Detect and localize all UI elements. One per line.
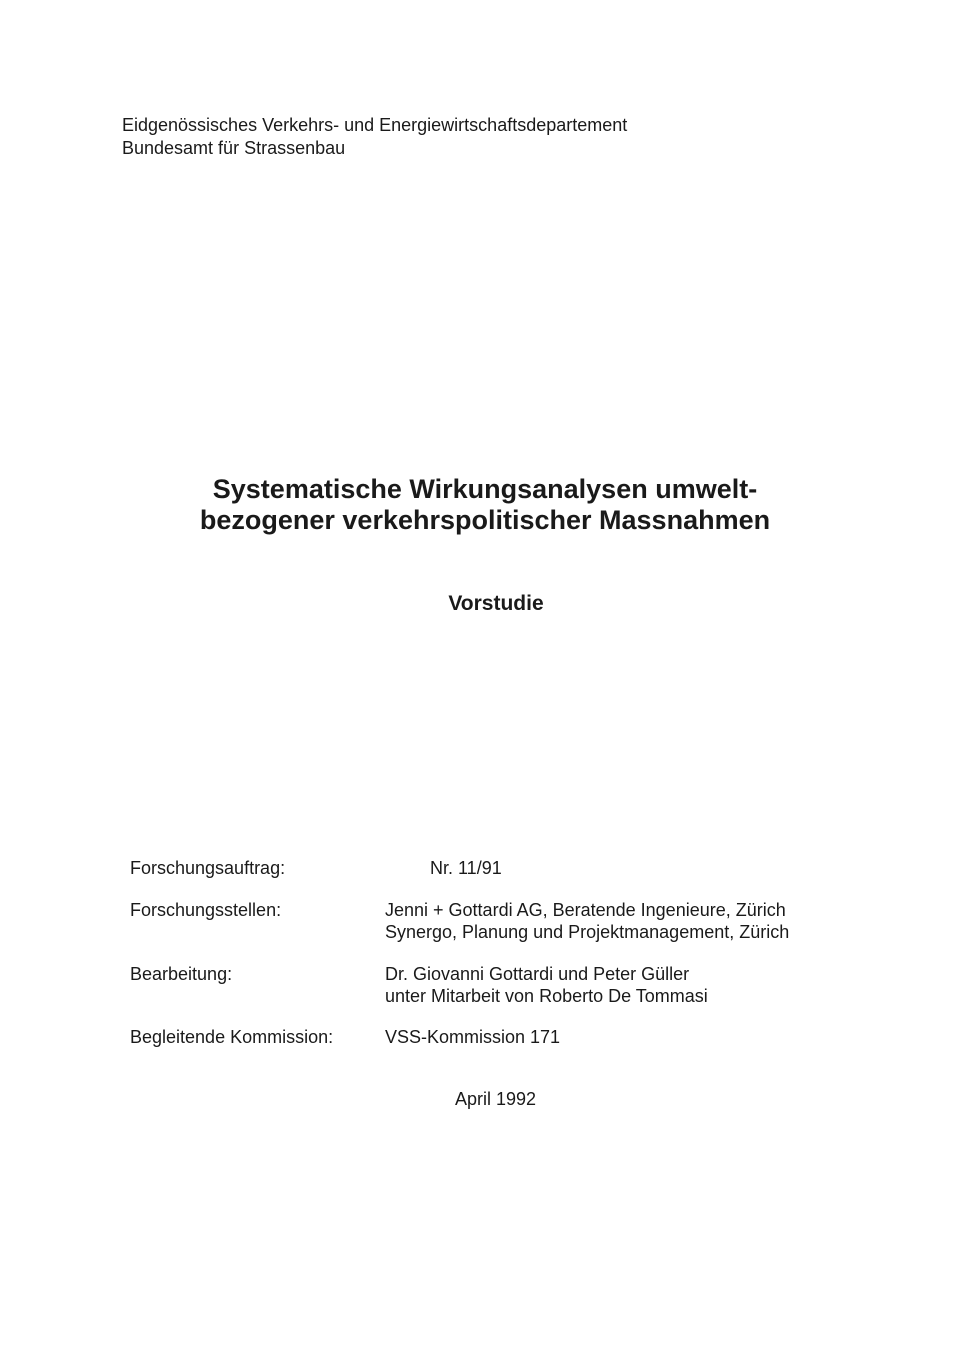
info-value-stellen-line-2: Synergo, Planung und Projektmanagement, Zürich (385, 922, 790, 942)
office-name: Bundesamt für Strassenbau (122, 138, 346, 158)
info-value-bearbeitung (385, 963, 708, 1007)
report-subtitle: Vorstudie (448, 592, 544, 615)
report-title-line-2: bezogener verkehrspolitischer Massnahmen (199, 505, 771, 535)
info-value-stellen-line-1: Jenni + Gottardi AG, Beratende Ingenieure, Zürich (385, 900, 786, 920)
info-label-kommission: Begleitende Kommission: (130, 1027, 334, 1047)
info-value-bearbeitung-line-1: Dr. Giovanni Gottardi und Peter Güller (385, 964, 690, 984)
info-value-stellen (385, 899, 789, 943)
info-value-bearbeitung-line-2: unter Mitarbeit von Roberto De Tommasi (385, 986, 708, 1006)
publication-date: April 1992 (455, 1089, 537, 1109)
report-title (0, 474, 970, 536)
info-label-bearbeitung: Bearbeitung: (130, 964, 233, 984)
info-value-auftrag: Nr. 11/91 (430, 858, 502, 878)
department-name: Eidgenössisches Verkehrs- und Energiewirtschaftsdepartement (122, 115, 628, 135)
info-label-stellen: Forschungsstellen: (130, 900, 282, 920)
info-label-auftrag: Forschungsauftrag: (130, 858, 286, 878)
issuing-authority (122, 114, 627, 160)
info-value-kommission: VSS-Kommission 171 (385, 1027, 561, 1047)
report-title-line-1: Systematische Wirkungsanalysen umwelt- (212, 474, 758, 504)
